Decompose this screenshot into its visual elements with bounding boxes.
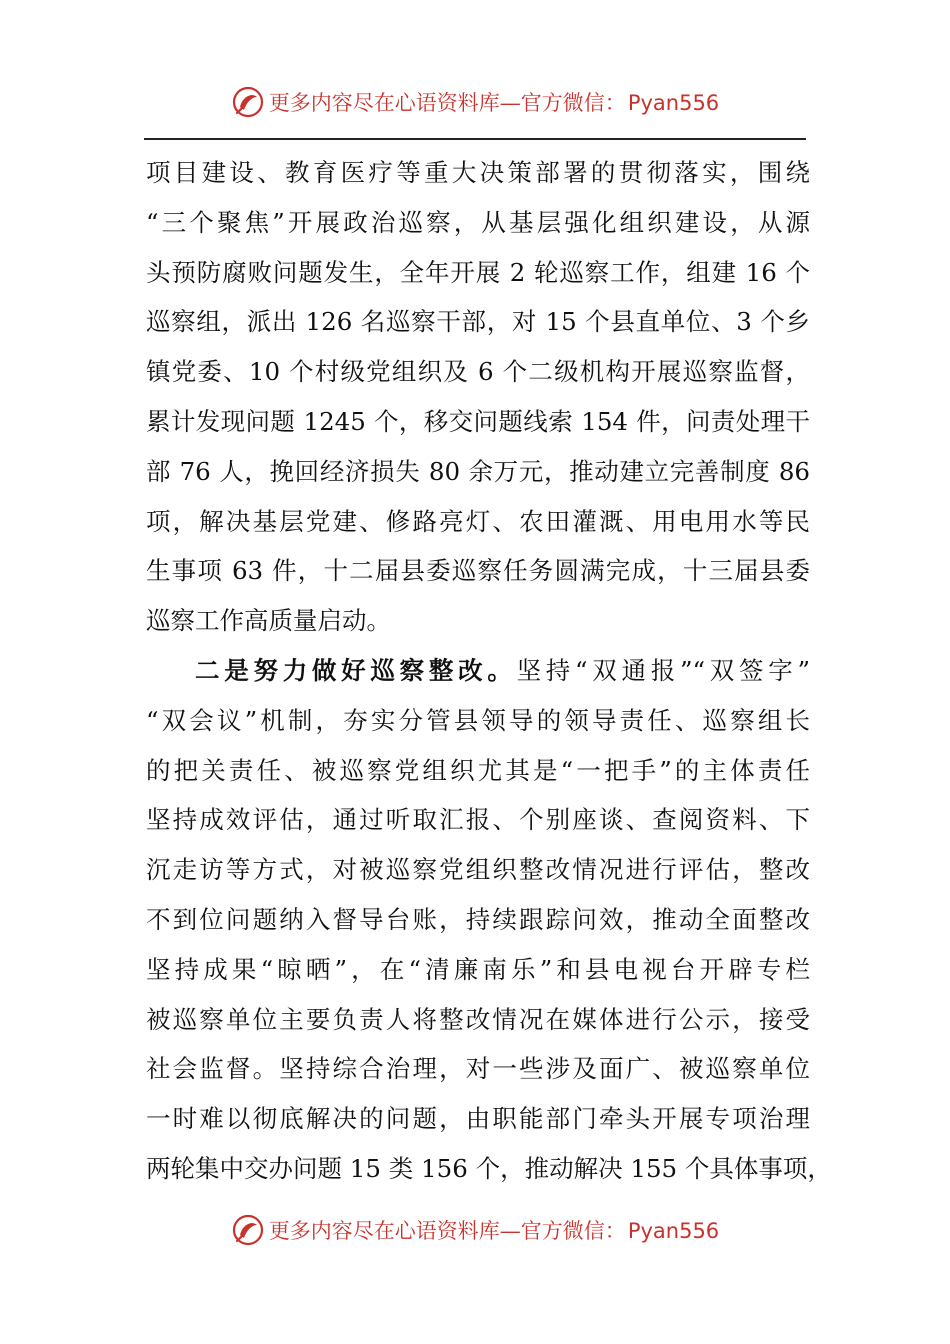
body-line: 的把关责任、被巡察党组织尤其是“一把手”的主体责任 — [146, 755, 810, 785]
body-line: 沉走访等方式，对被巡察党组织整改情况进行评估，整改 — [146, 855, 810, 885]
footer-slogan: 更多内容尽在心语资料库—官方微信：Pyan556 — [268, 1219, 720, 1243]
body-line: “三个聚焦”开展政治巡察，从基层强化组织建设，从源 — [146, 207, 810, 237]
header-wechat-id: Pyan556 — [627, 91, 720, 115]
body-line: 巡察组，派出 126 名巡察干部，对 15 个县直单位、3 个乡 — [146, 307, 810, 337]
header-slogan: 更多内容尽在心语资料库—官方微信：Pyan556 — [268, 91, 720, 115]
pen-swirl-logo-icon — [231, 85, 265, 119]
body-line: “双会议”机制，夯实分管县领导的领导责任、巡察组长 — [146, 705, 810, 735]
body-line: 坚持成效评估，通过听取汇报、个别座谈、查阅资料、下 — [146, 805, 810, 835]
body-line: 被巡察单位主要负责人将整改情况在媒体进行公示，接受 — [146, 1004, 810, 1034]
footer-banner — [0, 1208, 950, 1252]
body-line: 头预防腐败问题发生，全年开展 2 轮巡察工作，组建 16 个 — [146, 257, 810, 287]
pen-swirl-logo-icon — [231, 1213, 265, 1247]
footer-wechat-id: Pyan556 — [627, 1219, 720, 1243]
document-body — [146, 148, 832, 1194]
body-line: 不到位问题纳入督导台账，持续跟踪问效，推动全面整改 — [146, 904, 810, 934]
body-line: 镇党委、10 个村级党组织及 6 个二级机构开展巡察监督， — [146, 357, 810, 387]
body-line: 项，解决基层党建、修路亮灯、农田灌溉、用电用水等民 — [146, 506, 810, 536]
body-line: 巡察工作高质量启动。 — [146, 606, 391, 636]
body-line: 生事项 63 件，十二届县委巡察任务圆满完成，十三届县委 — [146, 556, 810, 586]
body-line: 社会监督。坚持综合治理，对一些涉及面广、被巡察单位 — [146, 1054, 810, 1084]
body-line: 项目建设、教育医疗等重大决策部署的贯彻落实，围绕 — [146, 158, 810, 187]
paragraph-2-first-rest: 坚持“双通报”“双签字” — [516, 655, 810, 685]
body-line: 累计发现问题 1245 个，移交问题线索 154 件，问责处理干 — [146, 406, 810, 436]
header-banner — [0, 80, 950, 124]
body-line: 两轮集中交办问题 15 类 156 个，推动解决 155 个具体事项， — [146, 1153, 832, 1183]
paragraph-2-first-line — [146, 646, 810, 696]
body-line: 坚持成果“晾晒”，在“清廉南乐”和县电视台开辟专栏 — [146, 954, 810, 984]
body-line: 部 76 人，挽回经济损失 80 余万元，推动建立完善制度 86 — [146, 456, 810, 486]
paragraph-2-lead: 二是努力做好巡察整改。 — [195, 655, 517, 685]
body-line: 一时难以彻底解决的问题，由职能部门牵头开展专项治理 — [146, 1104, 810, 1134]
header-rule — [144, 138, 806, 140]
